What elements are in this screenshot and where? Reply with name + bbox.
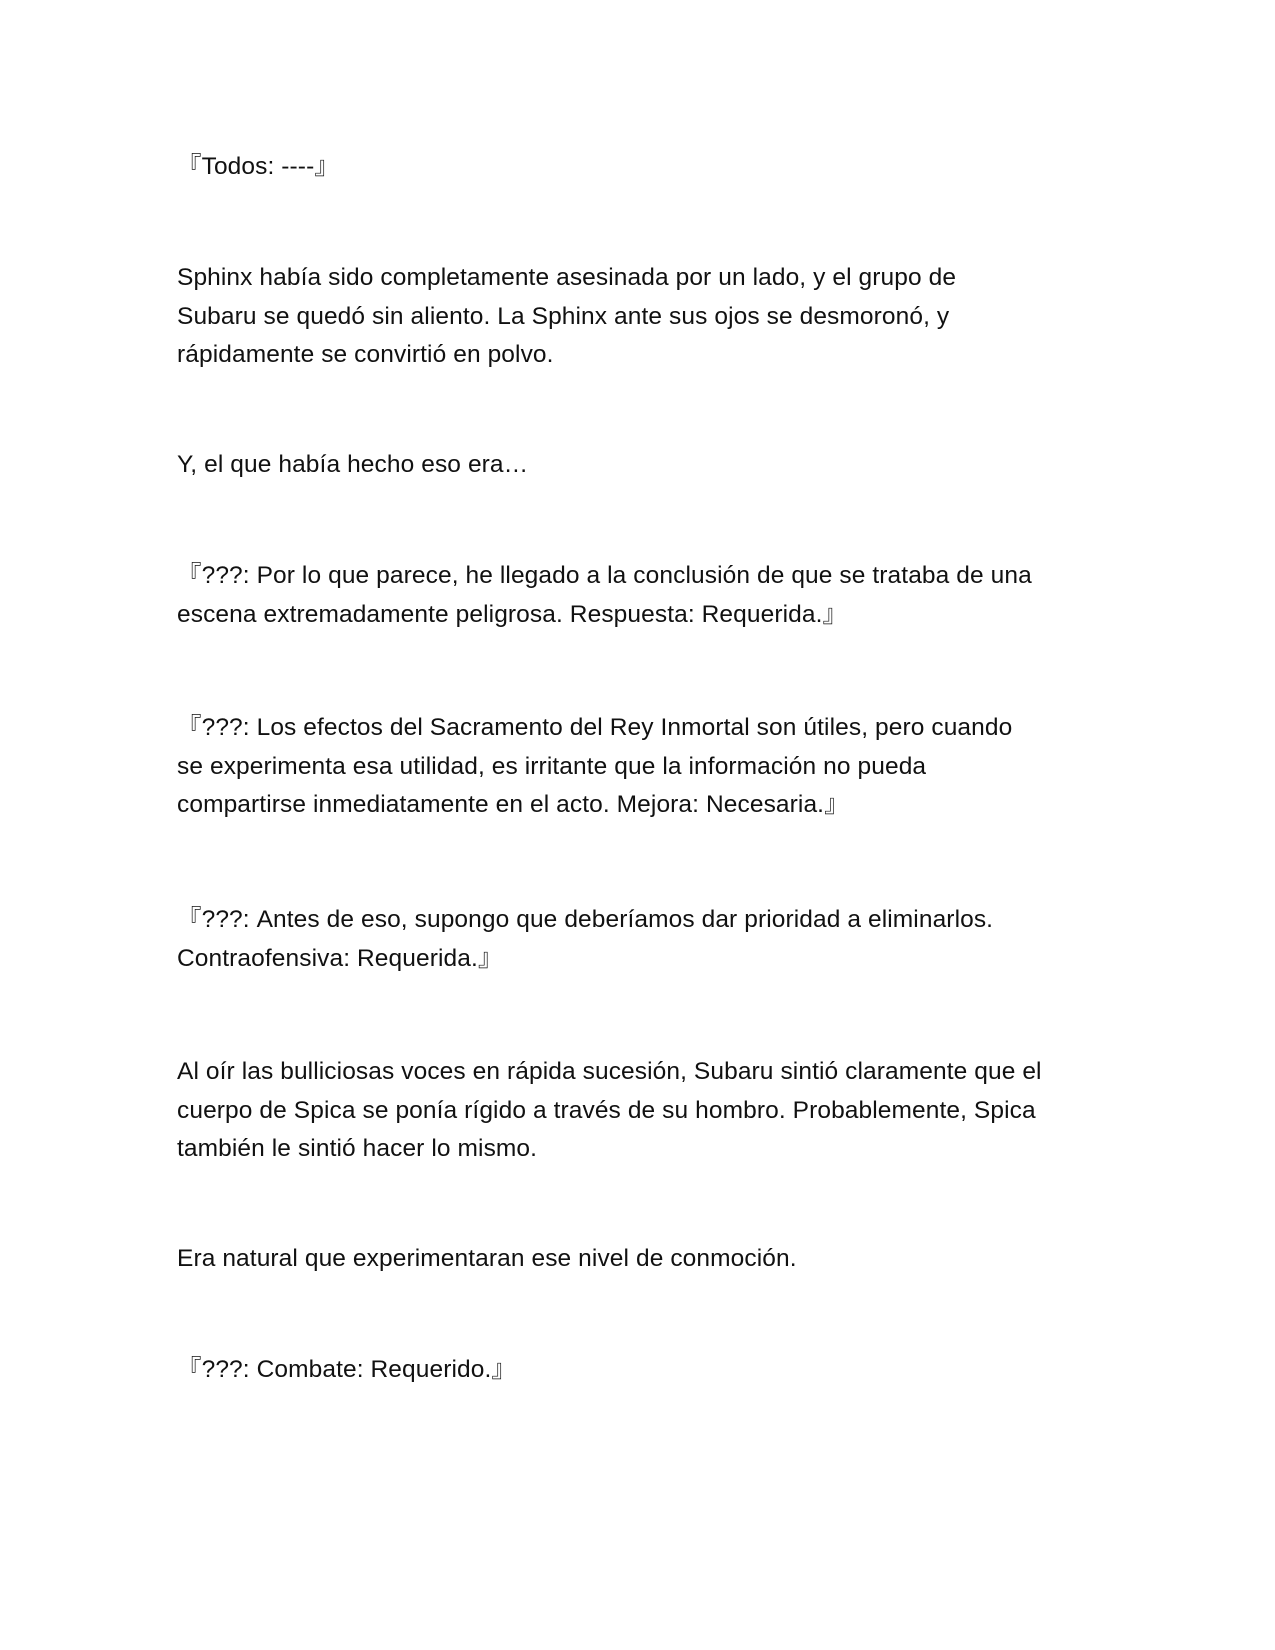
paragraph-dialog-conclusion (177, 557, 1107, 634)
text-line: 『???: Antes de eso, supongo que deberíamos dar prioridad a eliminarlos. (177, 906, 994, 933)
paragraph-narration-voices (177, 1053, 1107, 1169)
text-line: Subaru se quedó sin aliento. La Sphinx ante sus ojos se desmoronó, y (177, 302, 950, 330)
text-line: Al oír las bulliciosas voces en rápida sucesión, Subaru sintió claramente que el (177, 1058, 1042, 1085)
paragraph-dialog-contraofensiva (177, 901, 1107, 978)
text-line: 『Todos: ----』 (177, 153, 339, 180)
paragraph-dialog-todos (177, 148, 1107, 187)
text-line: también le sintió hacer lo mismo. (177, 1135, 538, 1162)
text-line: cuerpo de Spica se ponía rígido a través de su hombro. Probablemente, Spica (177, 1096, 1036, 1124)
text-line: 『???: Combate: Requerido.』 (177, 1356, 516, 1383)
text-line: Contraofensiva: Requerida.』 (177, 944, 503, 972)
text-line: Y, el que había hecho eso era… (177, 451, 529, 478)
text-line: se experimenta esa utilidad, es irritante que la información no pueda (177, 752, 927, 780)
paragraph-narration-who (177, 446, 1107, 485)
paragraph-narration-sphinx (177, 259, 1107, 375)
text-line: Sphinx había sido completamente asesinada por un lado, y el grupo de (177, 264, 957, 291)
text-line: 『???: Por lo que parece, he llegado a la conclusión de que se trataba de una (177, 562, 1032, 589)
paragraph-narration-conmocion (177, 1240, 1107, 1279)
paragraph-dialog-combate (177, 1351, 1107, 1390)
text-line: 『???: Los efectos del Sacramento del Rey Inmortal son útiles, pero cuando (177, 714, 1013, 741)
paragraph-dialog-sacramento (177, 709, 1107, 825)
text-line: rápidamente se convirtió en polvo. (177, 341, 554, 368)
text-line: compartirse inmediatamente en el acto. Mejora: Necesaria.』 (177, 791, 849, 818)
text-line: Era natural que experimentaran ese nivel de conmoción. (177, 1245, 797, 1272)
text-line: escena extremadamente peligrosa. Respuesta: Requerida.』 (177, 600, 848, 628)
